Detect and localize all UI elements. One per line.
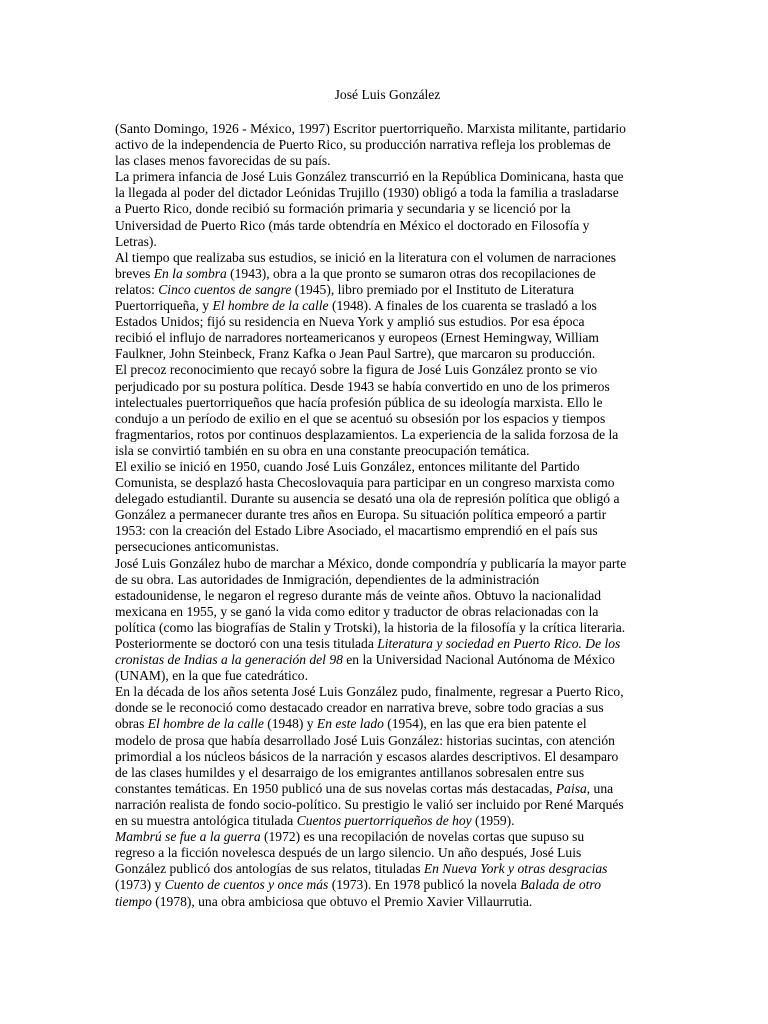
text-line (115, 218, 660, 234)
text-line (115, 716, 660, 732)
body-text-segment: Universidad de Puerto Rico (más tarde obtendría en México el doctorado en Filosofía y (115, 217, 590, 233)
body-text-segment: Letras). (115, 233, 157, 249)
text-line (115, 411, 660, 427)
text-line (115, 829, 660, 845)
body-text-segment: donde se le reconoció como destacado creador en narrativa breve, sobre todo gracias a sus (115, 700, 604, 716)
italic-title-text: tiempo (115, 893, 152, 909)
italic-title-text: Cinco cuentos de sangre (158, 281, 292, 297)
body-text-segment: modelo de prosa que había desarrollado José Luis González: historias sucintas, con atención (115, 732, 615, 748)
text-line (115, 652, 660, 668)
body-text-segment: (1973) y (115, 877, 165, 893)
text-line (115, 700, 660, 716)
text-line (115, 185, 660, 201)
body-text-segment: breves (115, 265, 154, 281)
body-text-segment: Al tiempo que realizaba sus estudios, se inició en la literatura con el volumen de narraciones (115, 249, 617, 265)
body-text-segment: González publicó dos antologías de sus relatos, tituladas (115, 861, 424, 877)
body-text-segment: las clases menos favorecidas de su país. (115, 153, 331, 169)
text-line (115, 539, 660, 555)
text-line (115, 137, 660, 153)
body-text-segment: Faulkner, John Steinbeck, Franz Kafka o Jean Paul Sartre), que marcaron su producción. (115, 346, 596, 362)
text-line (115, 733, 660, 749)
body-text-segment: obras (115, 716, 148, 732)
text-line (115, 636, 660, 652)
italic-title-text: cronistas de Indias a la generación del 98 (115, 652, 343, 668)
body-text-segment: (1972) es una recopilación de novelas cortas que supuso su (260, 829, 585, 845)
text-line (115, 314, 660, 330)
body-text-segment: constantes temáticas. En 1950 publicó una de sus novelas cortas más destacadas, (115, 780, 556, 796)
text-line (115, 282, 660, 298)
body-text-segment: (1945), libro premiado por el Instituto de Literatura (291, 281, 574, 297)
text-line (115, 894, 660, 910)
document-body (115, 121, 660, 910)
italic-title-text: Literatura y sociedad en Puerto Rico. De los (377, 636, 621, 651)
body-text-segment: , una (586, 780, 614, 796)
text-line (115, 861, 660, 877)
body-text-segment: activo de la independencia de Puerto Rico, su producción narrativa refleja los problemas de (115, 137, 611, 153)
body-text-segment: fragmentarios, rotos por continuos desplazamientos. La experiencia de la salida forzosa de la (115, 426, 619, 442)
body-text-segment: Posteriormente se doctoró con una tesis titulada (115, 636, 378, 651)
text-line (115, 491, 660, 507)
body-text-segment: narración realista de fondo socio-político. Su prestigio le valió ser incluido por René Marqués (115, 796, 624, 812)
italic-title-text: Balada de otro (520, 877, 601, 893)
text-line (115, 169, 660, 185)
body-text-segment: estadounidense, le negaron el regreso durante más de veinte años. Obtuvo la nacionalidad (115, 587, 602, 603)
body-text-segment: El precoz reconocimiento que recayó sobre la figura de José Luis González pronto se vio (115, 362, 598, 378)
italic-title-text: Mambrú se fue a la guerra (115, 829, 261, 845)
text-line (115, 121, 660, 137)
text-line (115, 298, 660, 314)
italic-title-text: Cuento de cuentos y once más (164, 877, 329, 893)
body-text-segment: relatos: (115, 281, 159, 297)
text-line (115, 765, 660, 781)
body-text-segment: (1948) y (263, 716, 317, 732)
body-text-segment: (Santo Domingo, 1926 - México, 1997) Escritor puertorriqueño. Marxista militante, partidario (115, 121, 626, 136)
body-text-segment: perjudicado por su postura política. Desde 1943 se había convertido en uno de los primeros (115, 378, 610, 394)
text-line (115, 475, 660, 491)
body-text-segment: política (como las biografías de Stalin y Trotski), la historia de la filosofía y la crítica literaria. (115, 619, 626, 635)
body-text-segment: de las clases humildes y el desarraigo de los emigrantes antillanos sobresalen entre sus (115, 764, 585, 780)
italic-title-text: El hombre de la calle (212, 298, 329, 314)
body-text-segment: 1953: con la creación del Estado Libre Asociado, el macartismo emprendió en el país sus (115, 523, 598, 539)
text-line (115, 572, 660, 588)
text-line (115, 201, 660, 217)
text-line (115, 266, 660, 282)
body-text-segment: José Luis González hubo de marchar a México, donde compondría y publicaría la mayor parte (115, 555, 627, 571)
italic-title-text: Paisa (555, 780, 587, 796)
text-line (115, 877, 660, 893)
italic-title-text: En Nueva York y otras desgracias (423, 861, 608, 877)
body-text-segment: en su muestra antológica titulada (115, 813, 297, 829)
text-line (115, 523, 660, 539)
italic-title-text: Cuentos puertorriqueños de hoy (296, 813, 472, 829)
text-line (115, 250, 660, 266)
body-text-segment: Comunista, se desplazó hasta Checoslovaquia para participar en un congreso marxista como (115, 475, 615, 491)
body-text-segment: de su obra. Las autoridades de Inmigración, dependientes de la administración (115, 571, 540, 587)
italic-title-text: En la sombra (153, 265, 227, 281)
body-text-segment: (1973). En 1978 publicó la novela (328, 877, 521, 893)
body-text-segment: condujo a un período de exilio en el que se acentuó su obsesión por los espacios y tiempos (115, 410, 606, 426)
body-text-segment: delegado estudiantil. Durante su ausencia se desató una ola de represión política que obligó a (115, 491, 620, 507)
text-line (115, 620, 660, 636)
text-line (115, 379, 660, 395)
text-line (115, 845, 660, 861)
italic-title-text: En este lado (316, 716, 384, 732)
body-text-segment: La primera infancia de José Luis González transcurrió en la República Dominicana, hasta que (115, 169, 624, 185)
body-text-segment: Puertorriqueña, y (115, 298, 213, 314)
text-line (115, 797, 660, 813)
text-line (115, 153, 660, 169)
body-text-segment: El exilio se inició en 1950, cuando José Luis González, entonces militante del Partido (115, 458, 580, 474)
text-line (115, 443, 660, 459)
body-text-segment: En la década de los años setenta José Luis González pudo, finalmente, regresar a Puerto Rico, (115, 684, 624, 700)
text-line (115, 395, 660, 411)
body-text-segment: recibió el influjo de narradores norteamericanos y europeos (Ernest Hemingway, William (115, 330, 599, 346)
body-text-segment: (1948). A finales de los cuarenta se trasladó a los (328, 298, 597, 314)
document-title: José Luis González (334, 87, 441, 102)
body-text-segment: a Puerto Rico, donde recibió su formación primaria y secundaria y se licenció por la (115, 201, 571, 217)
body-text-segment: González a permanecer durante tres años en Europa. Su situación política empeoró a partir (115, 507, 607, 523)
text-line (115, 749, 660, 765)
text-line (115, 781, 660, 797)
text-line (115, 556, 660, 572)
text-line (115, 507, 660, 523)
body-text-segment: (1954), en las que era bien patente el (383, 716, 587, 732)
text-line (115, 813, 660, 829)
body-text-segment: Estados Unidos; fijó su residencia en Nueva York y amplió sus estudios. Por esa época (115, 314, 585, 330)
text-line (115, 459, 660, 475)
body-text-segment: en la Universidad Nacional Autónoma de México (342, 652, 615, 668)
body-text-segment: isla se convirtió también en su obra en una constante preocupación temática. (115, 442, 530, 458)
text-line (115, 346, 660, 362)
italic-title-text: El hombre de la calle (147, 716, 264, 732)
body-text-segment: la llegada al poder del dictador Leónidas Trujillo (1930) obligó a toda la familia a trasladarse (115, 185, 619, 201)
text-line (115, 234, 660, 250)
body-text-segment: (UNAM), en la que fue catedrático. (115, 668, 308, 684)
body-text-segment: intelectuales puertorriqueños que hacía profesión pública de su ideología marxista. Ello le (115, 394, 603, 410)
body-text-segment: (1959). (471, 813, 515, 829)
body-text-segment: primordial a los núcleos básicos de la narración y escasos alardes descriptivos. El desamparo (115, 748, 619, 764)
text-line (115, 330, 660, 346)
text-line (115, 604, 660, 620)
text-line (115, 362, 660, 378)
document-page (115, 87, 660, 910)
body-text-segment: mexicana en 1955, y se ganó la vida como editor y traductor de obras relacionadas con la (115, 603, 599, 619)
body-text-segment: (1978), una obra ambiciosa que obtuvo el Premio Xavier Villaurrutia. (151, 893, 533, 909)
text-line (115, 668, 660, 684)
body-text-segment: persecuciones anticomunistas. (115, 539, 280, 555)
text-line (115, 427, 660, 443)
body-text-segment: regreso a la ficción novelesca después de un largo silencio. Un año después, José Luis (115, 845, 582, 861)
text-line (115, 588, 660, 604)
body-text-segment: (1943), obra a la que pronto se sumaron otras dos recopilaciones de (226, 265, 596, 281)
text-line (115, 684, 660, 700)
